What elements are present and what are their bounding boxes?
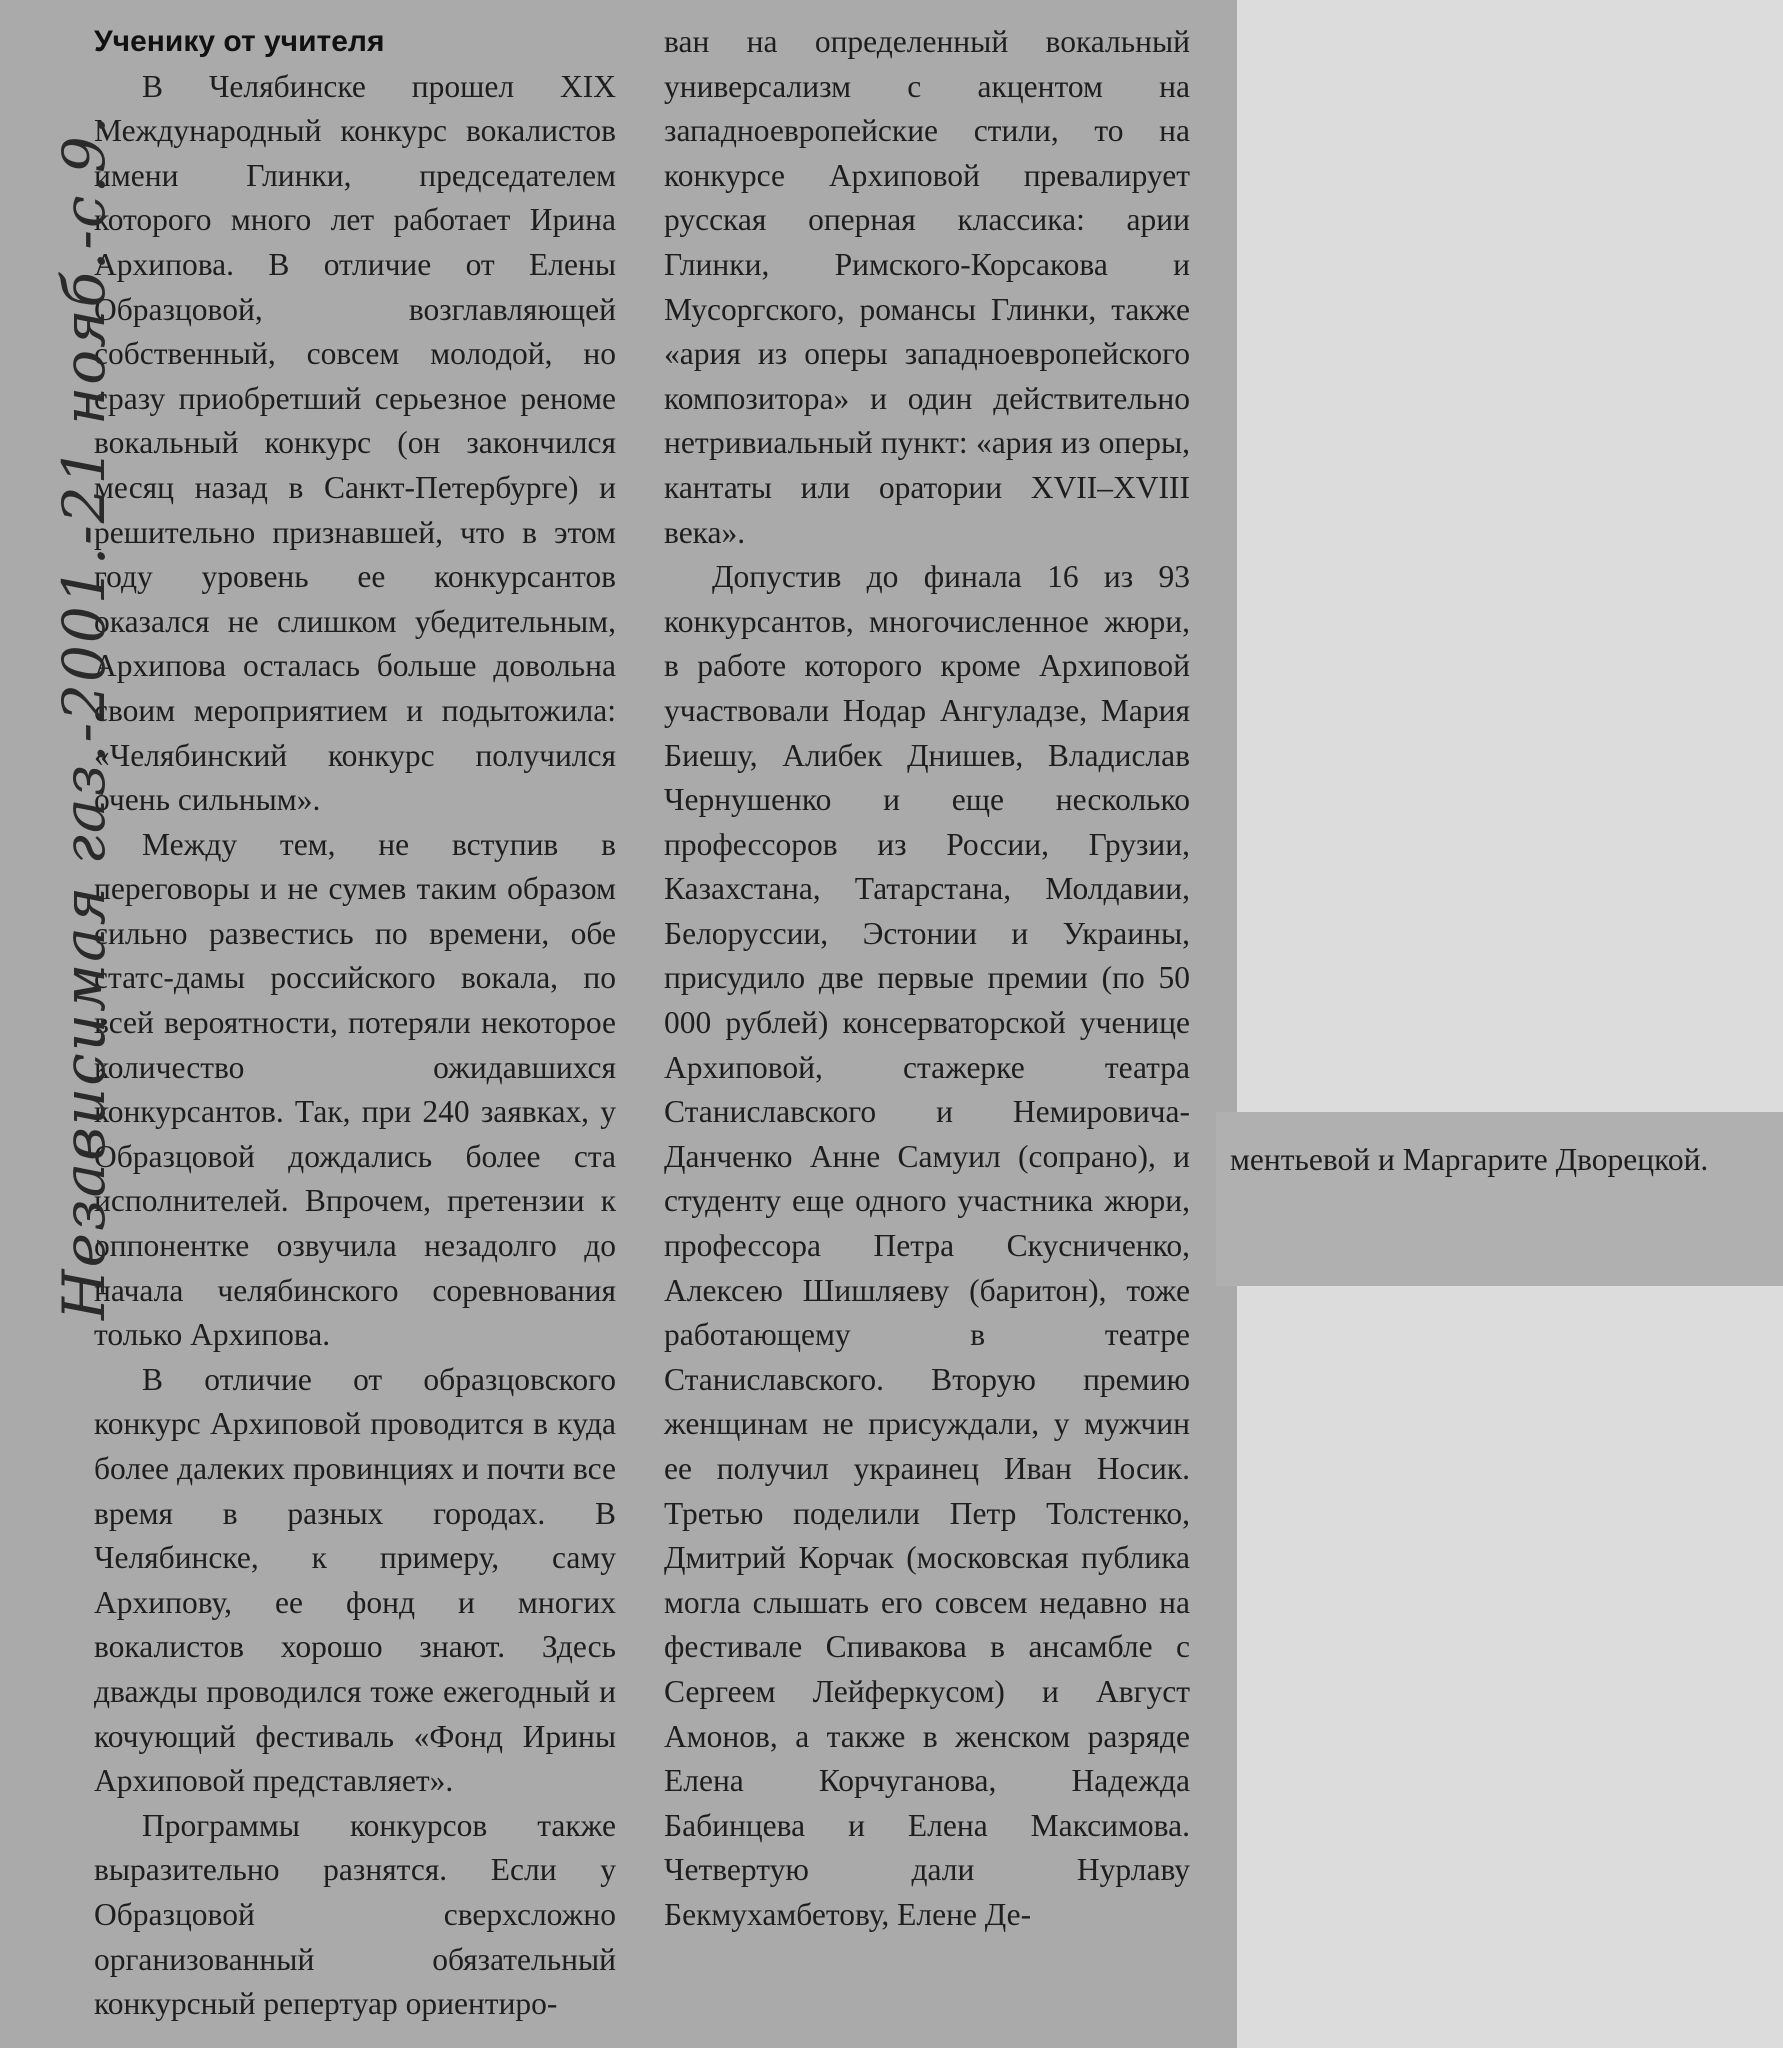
- paragraph: ментьевой и Маргарите Дворецкой.: [1230, 1142, 1709, 1177]
- article-column-3: [1230, 1138, 1760, 1183]
- paragraph: В отличие от образцовского конкурс Архиповой проводится в куда более далеких провинциях и почти все время в разных городах. В Челябинске, к примеру, саму Архипову, ее фонд и многих вокалистов хорошо знают. Здесь дважды проводился тоже ежегодный и кочующий фестиваль «Фонд Ирины Архиповой представляет».: [94, 1361, 616, 1799]
- article-column-1: [94, 20, 616, 2027]
- paragraph: ван на определенный вокальный универсализм с акцентом на западноевропейские стили, то на конкурсе Архиповой превалирует русская оперная классика: арии Глинки, Римского-Корсакова и Мусоргского, романсы Глинки, также «ария из оперы западноевропейского композитора» и один действительно нетривиальный пункт: «ария из оперы, кантаты или оратории XVII–XVIII века».: [664, 24, 1190, 550]
- article-headline: Ученику от учителя: [94, 25, 385, 58]
- paragraph: Допустив до финала 16 из 93 конкурсантов, многочисленное жюри, в работе которого кроме Архиповой участвовали Нодар Ангуладзе, Мария Биешу, Алибек Днишев, Владислав Чернушенко и еще несколько профессоров из России, Грузии, Казахстана, Татарстана, Молдавии, Белоруссии, Эстонии и Украины, присудило две первые премии (по 50 000 рублей) консерваторской ученице Архиповой, стажерке театра Станиславского и Немировича-Данченко Анне Самуил (сопрано), и студенту еще одного участника жюри, профессора Петра Скусниченко, Алексею Шишляеву (баритон), тоже работающему в театре Станиславского. Вторую премию женщинам не присуждали, у мужчин ее получил украинец Иван Носик. Третью поделили Петр Толстенко, Дмитрий Корчак (московская публика могла слышать его совсем недавно на фестивале Спивакова в ансамбле с Сергеем Лейферкусом) и Август Амонов, а также в женском разряде Елена Корчуганова, Надежда Бабинцева и Елена Максимова. Четвертую дали Нурлаву Бекмухамбетову, Елене Де-: [664, 559, 1190, 1932]
- paragraph: Программы конкурсов также выразительно разнятся. Если у Образцовой сверхсложно организованный обязательный конкурсный репертуар ориентиро-: [94, 1807, 616, 2022]
- handwritten-annotation: Независимая газ.-2001.-21 нояб.-с.9.: [50, 113, 118, 1320]
- article-column-2: [664, 20, 1190, 1938]
- paragraph: Между тем, не вступив в переговоры и не сумев таким образом сильно развестись по времени, обе статс-дамы российского вокала, по всей вероятности, потеряли некоторое количество ожидавшихся конкурсантов. Так, при 240 заявках, у Образцовой дождались более ста исполнителей. Впрочем, претензии к оппонентке озвучила незадолго до начала челябинского соревнования только Архипова.: [94, 826, 616, 1353]
- paragraph: В Челябинске прошел XIX Международный конкурс вокалистов имени Глинки, председателем которого много лет работает Ирина Архипова. В отличие от Елены Образцовой, возглавляющей собственный, совсем молодой, но сразу приобретший серьезное реноме вокальный конкурс (он закончился месяц назад в Санкт-Петербурге) и решительно признавшей, что в этом году уровень ее конкурсантов оказался не слишком убедительным, Архипова осталась больше довольна своим мероприятием и подытожила: «Челябинский конкурс получился очень сильным».: [94, 68, 616, 818]
